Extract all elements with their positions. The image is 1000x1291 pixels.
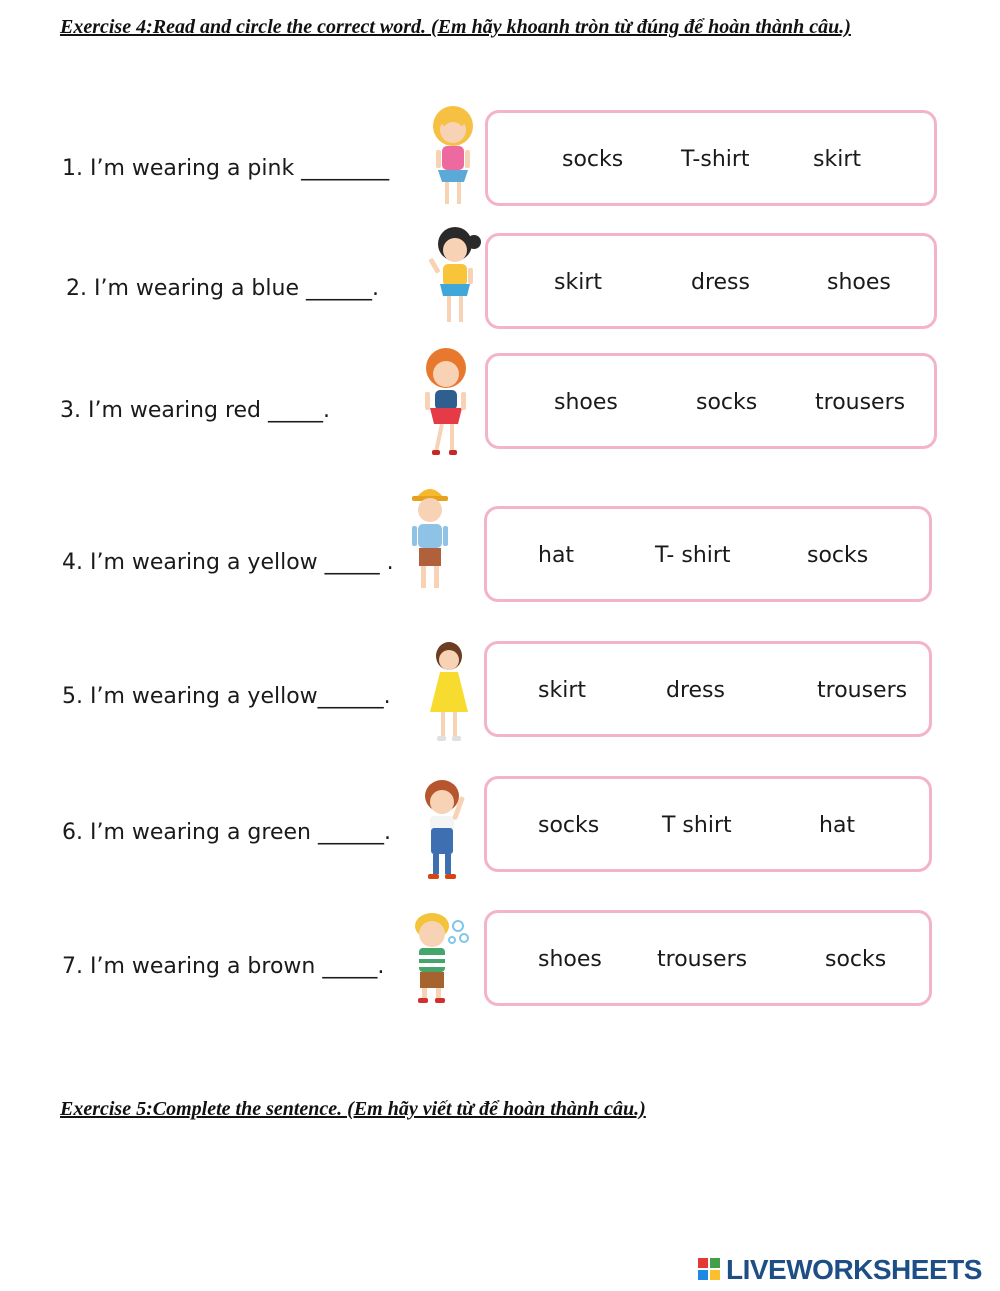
option-5-2[interactable]: dress — [666, 678, 725, 703]
question-7-sentence: 7. I’m wearing a brown _____. — [62, 954, 385, 979]
option-6-3[interactable]: hat — [819, 813, 856, 838]
question-row-4 — [0, 480, 1000, 590]
question-row-6 — [0, 778, 1000, 888]
option-4-3[interactable]: socks — [807, 543, 869, 568]
logo-square-blue — [698, 1270, 708, 1280]
option-1-2[interactable]: T-shirt — [681, 147, 750, 172]
answer-box-7 — [484, 910, 932, 1006]
option-3-2[interactable]: socks — [696, 390, 758, 415]
question-3-sentence: 3. I’m wearing red _____. — [60, 398, 331, 423]
question-row-3 — [0, 346, 1000, 456]
question-4-sentence: 4. I’m wearing a yellow _____ . — [62, 550, 394, 575]
logo-text: LIVEWORKSHEETS — [726, 1254, 982, 1285]
answer-box-4 — [484, 506, 932, 602]
answer-box-6 — [484, 776, 932, 872]
question-6-sentence: 6. I’m wearing a green ______. — [62, 820, 391, 845]
option-2-1[interactable]: skirt — [554, 270, 602, 295]
logo-square-green — [710, 1258, 720, 1268]
option-4-1[interactable]: hat — [538, 543, 575, 568]
answer-box-5 — [484, 641, 932, 737]
question-5-sentence: 5. I’m wearing a yellow______. — [62, 684, 391, 709]
option-5-1[interactable]: skirt — [538, 678, 586, 703]
liveworksheets-logo[interactable] — [698, 1254, 994, 1286]
option-7-3[interactable]: socks — [825, 947, 887, 972]
option-5-3[interactable]: trousers — [817, 678, 908, 703]
question-row-7 — [0, 910, 1000, 1020]
girl-pink-shirt-illustration — [424, 104, 482, 210]
question-row-1 — [0, 104, 1000, 214]
logo-square-red — [698, 1258, 708, 1268]
option-3-1[interactable]: shoes — [554, 390, 618, 415]
option-1-1[interactable]: socks — [562, 147, 624, 172]
answer-box-3 — [485, 353, 937, 449]
option-2-2[interactable]: dress — [691, 270, 750, 295]
boy-bubbles-illustration — [406, 910, 470, 1006]
option-7-1[interactable]: shoes — [538, 947, 602, 972]
girl-yellow-shirt-illustration — [428, 224, 486, 332]
boy-green-overalls-illustration — [418, 778, 478, 884]
exercise-5-title: Exercise 5:Complete the sentence. (Em hãy viết từ để hoàn thành câu.) — [60, 1098, 646, 1120]
exercise-4-title: Exercise 4:Read and circle the correct word. (Em hãy khoanh tròn từ đúng để hoàn thành câu.) — [60, 16, 851, 38]
option-1-3[interactable]: skirt — [813, 147, 861, 172]
question-1-sentence: 1. I’m wearing a pink ________ — [62, 156, 390, 181]
option-7-2[interactable]: trousers — [657, 947, 748, 972]
girl-red-skirt-illustration — [416, 346, 476, 462]
option-6-1[interactable]: socks — [538, 813, 600, 838]
option-3-3[interactable]: trousers — [815, 390, 906, 415]
answer-box-2 — [485, 233, 937, 329]
question-row-2 — [0, 224, 1000, 334]
option-4-2[interactable]: T- shirt — [655, 543, 731, 568]
boy-yellow-hat-illustration — [406, 480, 456, 598]
question-2-sentence: 2. I’m wearing a blue ______. — [66, 276, 379, 301]
question-row-5 — [0, 640, 1000, 750]
answer-box-1 — [485, 110, 937, 206]
option-2-3[interactable]: shoes — [827, 270, 891, 295]
girl-yellow-dress-illustration — [426, 640, 472, 748]
option-6-2[interactable]: T shirt — [662, 813, 732, 838]
logo-square-yellow — [710, 1270, 720, 1280]
